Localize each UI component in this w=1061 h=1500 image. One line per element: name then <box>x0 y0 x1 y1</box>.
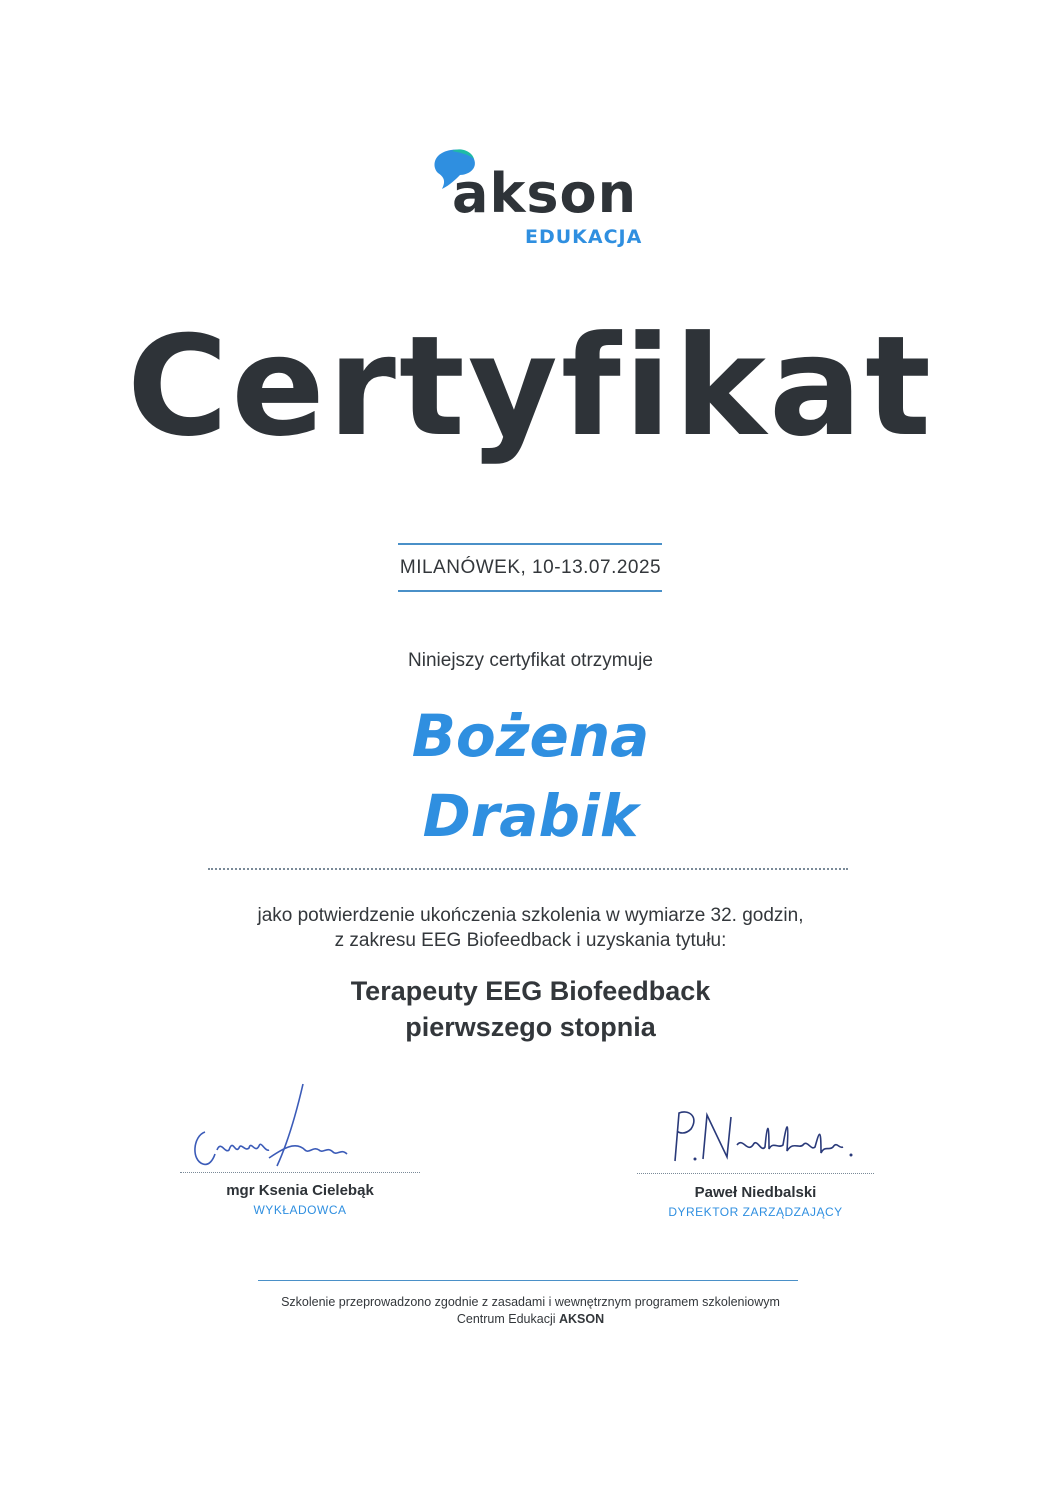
director-signature <box>665 1105 865 1170</box>
certificate-title: Certyfikat <box>126 306 935 467</box>
recipient-first-name: Bożena <box>411 702 650 770</box>
place-bottom-rule <box>398 590 662 592</box>
footer-note <box>0 1294 1061 1328</box>
footer-line-2 <box>0 1311 1061 1328</box>
footer-line-2-prefix: Centrum Edukacji <box>456 1312 559 1326</box>
director-role: DYREKTOR ZARZĄDZAJĄCY <box>668 1205 843 1219</box>
name-underline <box>208 868 848 870</box>
director-name: Paweł Niedbalski <box>694 1184 817 1201</box>
logo-wordmark: akson <box>452 162 638 225</box>
recipient-last-name: Drabik <box>422 782 639 850</box>
place-date: MILANÓWEK, 10-13.07.2025 <box>399 557 662 578</box>
footer-brand: AKSON <box>558 1312 605 1326</box>
lecturer-role: WYKŁADOWCA <box>253 1203 347 1217</box>
body-text <box>0 903 1061 953</box>
lecturer-name: mgr Ksenia Cielebąk <box>226 1182 374 1199</box>
footer-rule <box>258 1280 798 1281</box>
degree-title <box>0 973 1061 1045</box>
body-line-1: jako potwierdzenie ukończenia szkolenia w wymiarze 32. godzin, <box>257 905 804 926</box>
place-top-rule <box>398 543 662 545</box>
lecturer-signature <box>185 1080 365 1175</box>
degree-line-2: pierwszego stopnia <box>405 1012 656 1042</box>
director-signature-line <box>637 1173 874 1174</box>
lecturer-signature-line <box>180 1172 420 1173</box>
footer-line-1: Szkolenie przeprowadzono zgodnie z zasadami i wewnętrznym programem szkoleniowym <box>281 1295 780 1309</box>
body-line-2: z zakresu EEG Biofeedback i uzyskania tytułu: <box>334 930 727 951</box>
logo-subtitle: EDUKACJA <box>525 226 643 248</box>
akson-logo <box>430 145 643 260</box>
intro-text: Niniejszy certyfikat otrzymuje <box>408 650 653 671</box>
degree-line-1: Terapeuty EEG Biofeedback <box>350 976 711 1006</box>
